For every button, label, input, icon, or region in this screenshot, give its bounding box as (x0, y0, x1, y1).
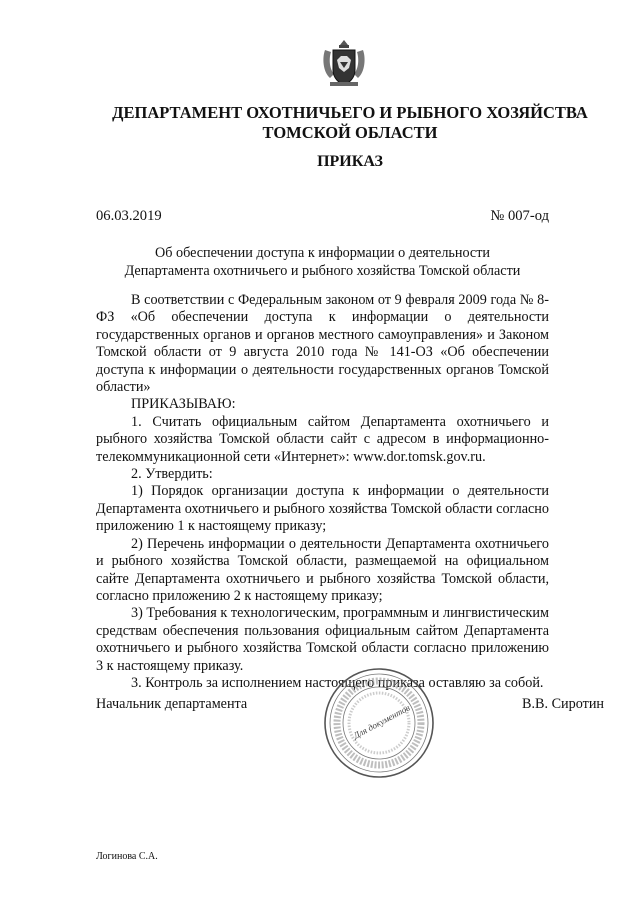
subject-line2: Департамента охотничьего и рыбного хозяйства Томской области (124, 263, 521, 279)
department-name-line1: ДЕПАРТАМЕНТ ОХОТНИЧЬЕГО И РЫБНОГО ХОЗЯЙСТВА (112, 103, 588, 122)
order-subject (96, 244, 549, 280)
order-date: 06.03.2019 (96, 208, 162, 224)
document-type-title: ПРИКАЗ (317, 153, 383, 170)
signer-name: В.В. Сиротин (522, 696, 605, 712)
department-name-line2: ТОМСКОЙ ОБЛАСТИ (262, 123, 438, 142)
stamp-center-text: Для документов (351, 702, 412, 741)
order-directive: ПРИКАЗЫВАЮ: (131, 396, 236, 413)
subject-line1: Об обеспечении доступа к информации о деятельности (154, 245, 491, 261)
clause-2-item-2: 2) Перечень информации о деятельности Департамента охотничьего и рыбного хозяйства Томской области, размещаемой на официальном сайте Департамента охотничьего и рыбного хозяйства Томской области, согласно приложению 2 к настоящему приказу; (96, 535, 549, 604)
order-number: № 007-од (490, 208, 549, 224)
clause-2: 2. Утвердить: (131, 466, 213, 483)
clause-2-item-1: 1) Порядок организации доступа к информации о деятельности Департамента охотничьего и рыбного хозяйства Томской области согласно приложению 1 к настоящему приказу; (96, 483, 549, 535)
signer-position: Начальник департамента (96, 696, 248, 712)
official-stamp (322, 666, 436, 780)
clause-3: 3. Контроль за исполнением настоящего приказа оставляю за собой. (131, 674, 544, 691)
preamble-paragraph: В соответствии с Федеральным законом от 9 февраля 2009 года № 8-ФЗ «Об обеспечении доступа к информации о деятельности государственных органов и органов местного самоуправления» и Законом Томской области от 9 августа 2010 года № 141-ОЗ «Об обеспечении доступа к информации о деятельности государственных органов Томской области» (96, 292, 549, 396)
coat-of-arms-icon (322, 38, 366, 88)
clause-2-item-3: 3) Требования к технологическим, программным и лингвистическим средствам обеспечения пользования официальным сайтом Департамента охотничьего и рыбного хозяйства Томской области согласно приложению 3 к настоящему приказу. (96, 605, 549, 674)
executor-name: Логинова С.А. (96, 851, 158, 862)
clause-1: 1. Считать официальным сайтом Департамента охотничьего и рыбного хозяйства Томской области сайт с адресом в информационно-телекоммуникационной сети «Интернет»: www.dor.tomsk.gov.ru. (96, 413, 549, 465)
order-body (96, 292, 549, 692)
